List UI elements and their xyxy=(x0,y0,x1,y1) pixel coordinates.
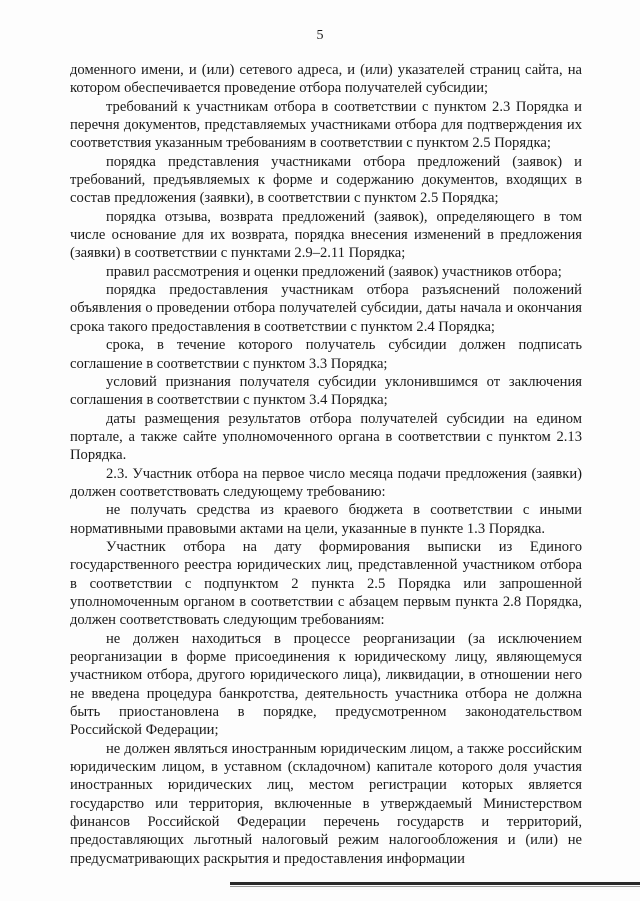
paragraph-5: правил рассмотрения и оценки предложений (заявок) участников отбора; xyxy=(106,263,562,280)
scan-edge-shadow xyxy=(230,886,640,887)
paragraph-14: не должен являться иностранным юридическим лицом, а также российским юридическим лицом, в уставном (складочном) капитале которого доля участия иностранных юридических лиц, местом регистрации которых является государство или территория, включенные в утверждаемый Министерством финансов Российской Федерации перечень государств и территорий, предоставляющих льготный налоговый режим налогообложения и (или) не предусматривающих раскрытия и предоставления информации xyxy=(70,740,582,867)
document-body xyxy=(70,61,582,868)
paragraph-7: срока, в течение которого получатель субсидии должен подписать соглашение в соответствии с пунктом 3.3 Порядка; xyxy=(70,337,582,372)
paragraph-3: порядка представления участниками отбора предложений (заявок) и требований, предъявляемых к форме и содержанию документов, входящих в состав предложения (заявки), в соответствии с пунктом 2.5 Порядка; xyxy=(70,153,582,207)
paragraph-2: требований к участникам отбора в соответствии с пунктом 2.3 Порядка и перечня документов, представляемых участниками отбора для подтверждения их соответствия указанным требованиям в соответствии с пунктом 2.5 Порядка; xyxy=(70,98,582,152)
paragraph-9: даты размещения результатов отбора получателей субсидии на едином портале, а также сайте уполномоченного органа в соответствии с пунктом 2.13 Порядка. xyxy=(70,410,582,464)
paragraph-8: условий признания получателя субсидии уклонившимся от заключения соглашения в соответствии с пунктом 3.4 Порядка; xyxy=(70,373,582,409)
paragraph-1: доменного имени, и (или) сетевого адреса, и (или) указателей страниц сайта, на котором обеспечивается проведение отбора получателей субсидии; xyxy=(70,62,582,97)
paragraph-13: не должен находиться в процессе реорганизации (за исключением реорганизации в форме присоединения к юридическому лицу, являющемуся участником отбора, другого юридического лица), ликвидации, в отношении него не введена процедура банкротства, деятельность участника отбора не должна быть приостановлена в порядке, предусмотренном законодательством Российской Федерации; xyxy=(70,630,582,739)
paragraph-6: порядка предоставления участникам отбора разъяснений положений объявления о проведении отбора получателей субсидии, даты начала и окончания срока такого предоставления в соответствии с пунктом 2.4 Порядка; xyxy=(70,282,582,335)
paragraph-12: Участник отбора на дату формирования выписки из Единого государственного реестра юридических лиц, представленной участником отбора в соответствии с подпунктом 2 пункта 2.5 Порядка или запрошенной уполномоченным органом в соответствии с абзацем первым пункта 2.8 Порядка, должен соответствовать следующим требованиям: xyxy=(70,538,582,629)
paragraph-section-2-3: 2.3. Участник отбора на первое число месяца подачи предложения (заявки) должен соответствовать следующему требованию: xyxy=(70,465,582,500)
page-number: 5 xyxy=(316,28,324,43)
scan-edge-line xyxy=(230,882,640,885)
paragraph-4: порядка отзыва, возврата предложений (заявок), определяющего в том числе основание для их возврата, порядка внесения изменений в предложения (заявки) в соответствии с пунктами 2.9–2.11 Порядка; xyxy=(70,208,582,262)
paragraph-11: не получать средства из краевого бюджета в соответствии с иными нормативными правовыми актами на цели, указанные в пункте 1.3 Порядка. xyxy=(70,502,582,537)
